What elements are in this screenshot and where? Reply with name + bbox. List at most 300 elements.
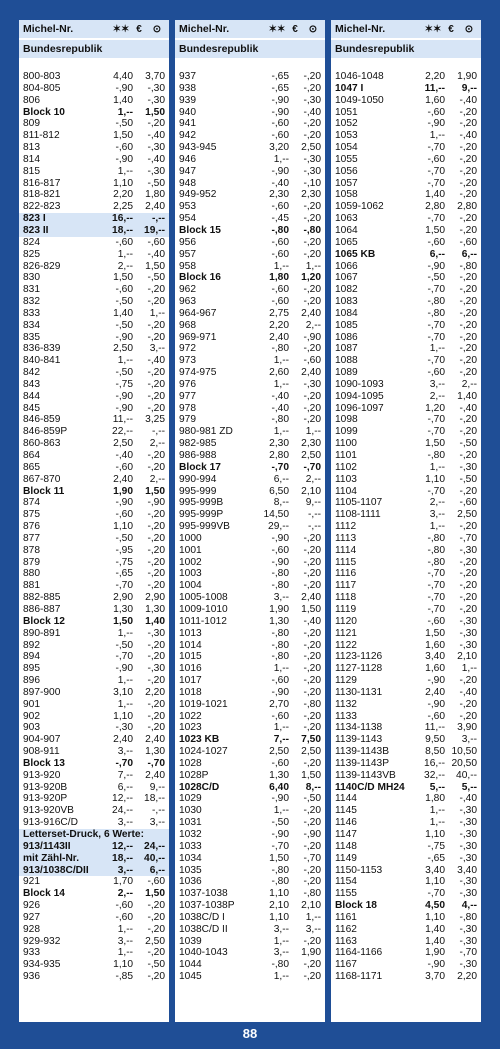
mint-price: 2,20 bbox=[269, 319, 289, 331]
michel-number: 913/1038C/DII bbox=[23, 864, 89, 876]
section-heading: Bundesrepublik bbox=[175, 40, 325, 58]
mint-price: 2,50 bbox=[113, 343, 133, 355]
used-price: 1,50 bbox=[145, 260, 165, 272]
used-stamp-icon: ⊙ bbox=[152, 23, 162, 35]
mint-price: 8,-- bbox=[273, 497, 289, 509]
mint-price: -,50 bbox=[115, 319, 133, 331]
table-row bbox=[175, 959, 325, 971]
used-price: 1,-- bbox=[305, 911, 321, 923]
used-price: 3,-- bbox=[461, 734, 477, 746]
used-price: 1,50 bbox=[301, 603, 321, 615]
used-price: -,20 bbox=[303, 580, 321, 592]
used-price: 2,20 bbox=[457, 971, 477, 983]
michel-number: 958 bbox=[179, 260, 196, 272]
euro-icon: € bbox=[136, 23, 142, 35]
table-row bbox=[331, 841, 481, 853]
table-row bbox=[19, 166, 169, 178]
used-price: -,30 bbox=[147, 165, 165, 177]
used-price: -,50 bbox=[147, 177, 165, 189]
used-price: 3,70 bbox=[145, 71, 165, 82]
michel-number: 815 bbox=[23, 165, 40, 177]
table-row bbox=[19, 533, 169, 545]
table-row bbox=[175, 379, 325, 391]
michel-number: 840-841 bbox=[23, 355, 61, 367]
table-row bbox=[19, 616, 169, 628]
michel-number: 1139-1143P bbox=[335, 757, 389, 769]
mint-price: 1,-- bbox=[117, 248, 133, 260]
michel-number: 825 bbox=[23, 248, 40, 260]
used-price: -,20 bbox=[459, 355, 477, 367]
mint-price: 3,40 bbox=[425, 651, 445, 663]
mint-price: -,70 bbox=[115, 651, 133, 663]
mint-price: 18,-- bbox=[112, 224, 133, 236]
mint-price: -,80 bbox=[271, 414, 289, 426]
used-price: -,20 bbox=[459, 343, 477, 355]
mint-price: 2,70 bbox=[269, 698, 289, 710]
michel-number: 1028P bbox=[179, 769, 209, 781]
michel-number: 1064 bbox=[335, 224, 358, 236]
used-price: 9,-- bbox=[461, 82, 477, 94]
michel-number: 1120 bbox=[335, 615, 357, 627]
table-row bbox=[175, 154, 325, 166]
page-number: 88 bbox=[242, 1026, 258, 1041]
used-price: -,20 bbox=[147, 532, 165, 544]
column-header bbox=[175, 20, 325, 39]
used-price: -,20 bbox=[459, 603, 477, 615]
michel-number: 936 bbox=[23, 971, 40, 983]
used-price: -,30 bbox=[303, 378, 321, 390]
table-row bbox=[331, 592, 481, 604]
used-price: -,30 bbox=[459, 817, 477, 829]
table-row bbox=[175, 805, 325, 817]
mint-price: 1,90 bbox=[269, 603, 289, 615]
michel-number: 954 bbox=[179, 213, 196, 225]
mint-price: -,90 bbox=[115, 153, 133, 165]
mint-price: -,60 bbox=[427, 236, 445, 248]
used-price: 2,30 bbox=[301, 438, 321, 450]
table-row bbox=[331, 900, 481, 912]
michel-number: 1098 bbox=[335, 414, 358, 426]
michel-number: 943-945 bbox=[179, 142, 217, 154]
table-row bbox=[331, 533, 481, 545]
table-row bbox=[331, 888, 481, 900]
table-row bbox=[331, 580, 481, 592]
michel-number: 890-891 bbox=[23, 627, 61, 639]
table-row bbox=[19, 628, 169, 640]
table-row bbox=[331, 71, 481, 83]
table-row bbox=[331, 971, 481, 983]
michel-number: Block 14 bbox=[23, 888, 65, 900]
table-row bbox=[331, 959, 481, 971]
michel-number: 824 bbox=[23, 236, 40, 248]
mint-price: 1,-- bbox=[273, 426, 289, 438]
used-price: 2,50 bbox=[301, 450, 321, 461]
mint-price: -,60 bbox=[115, 461, 133, 473]
mint-price: 2,80 bbox=[269, 450, 289, 461]
michel-number: 836-839 bbox=[23, 343, 61, 355]
table-row bbox=[331, 711, 481, 723]
mint-price: -,60 bbox=[271, 118, 289, 130]
used-price: 6,-- bbox=[461, 248, 477, 260]
used-price: -,60 bbox=[459, 236, 477, 248]
mint-price: -,70 bbox=[427, 580, 445, 592]
michel-number: 979 bbox=[179, 414, 196, 426]
michel-number: 1087 bbox=[335, 343, 358, 355]
michel-number: 823 II bbox=[23, 224, 49, 236]
mint-price: 1,10 bbox=[113, 959, 133, 971]
michel-number: 908-911 bbox=[23, 746, 60, 758]
michel-number: 878 bbox=[23, 544, 40, 556]
used-price: 1,50 bbox=[145, 485, 165, 497]
table-row bbox=[175, 474, 325, 486]
table-row bbox=[175, 497, 325, 509]
column-header-label: Michel-Nr. bbox=[335, 23, 386, 35]
used-price: 2,-- bbox=[149, 438, 165, 450]
michel-number: 927 bbox=[23, 911, 40, 923]
mint-price: 3,70 bbox=[425, 971, 445, 983]
table-row bbox=[19, 71, 169, 83]
used-price: 2,50 bbox=[301, 142, 321, 154]
mint-price: 4,40 bbox=[113, 71, 133, 82]
michel-number: 976 bbox=[179, 378, 196, 390]
table-row bbox=[331, 876, 481, 888]
table-row bbox=[331, 912, 481, 924]
used-price: -,20 bbox=[459, 224, 477, 236]
michel-number: 1056 bbox=[335, 165, 358, 177]
used-price: -,20 bbox=[147, 900, 165, 912]
mint-price: -,60 bbox=[271, 710, 289, 722]
used-price: -,30 bbox=[303, 94, 321, 106]
used-price: 1,30 bbox=[145, 746, 165, 758]
used-price: 1,90 bbox=[457, 71, 477, 82]
used-price: -,70 bbox=[303, 461, 321, 473]
michel-number: 1104 bbox=[335, 485, 357, 497]
mint-price: 3,-- bbox=[117, 746, 133, 758]
table-row bbox=[175, 722, 325, 734]
table-row bbox=[175, 450, 325, 462]
mint-price: -,60 bbox=[115, 142, 133, 154]
table-row bbox=[175, 166, 325, 178]
table-row bbox=[331, 355, 481, 367]
table-row bbox=[331, 568, 481, 580]
mint-price: -,95 bbox=[115, 544, 133, 556]
michel-number: 929-932 bbox=[23, 935, 61, 947]
table-row bbox=[175, 178, 325, 190]
used-price: -,20 bbox=[459, 106, 477, 118]
table-row bbox=[19, 355, 169, 367]
mint-price: 1,60 bbox=[425, 639, 445, 651]
table-row bbox=[175, 71, 325, 83]
mint-price: 1,10 bbox=[425, 911, 445, 923]
table-row bbox=[19, 675, 169, 687]
table-row bbox=[331, 201, 481, 213]
table-row bbox=[331, 722, 481, 734]
table-row bbox=[175, 888, 325, 900]
table-row bbox=[175, 900, 325, 912]
mint-price: -,60 bbox=[271, 757, 289, 769]
mint-price: 3,-- bbox=[273, 947, 289, 959]
michel-number: 1009-1010 bbox=[179, 603, 228, 615]
used-price: 3,-- bbox=[149, 817, 165, 829]
michel-number: 1088 bbox=[335, 355, 358, 367]
table-row bbox=[19, 687, 169, 699]
used-price: 3,40 bbox=[457, 864, 477, 876]
used-price: 9,-- bbox=[305, 497, 321, 509]
used-price: -,30 bbox=[459, 544, 477, 556]
table-row bbox=[175, 711, 325, 723]
used-price: 1,50 bbox=[145, 106, 165, 118]
mint-price: -,65 bbox=[271, 82, 289, 94]
mint-price: 29,-- bbox=[268, 521, 289, 533]
table-row bbox=[175, 213, 325, 225]
mint-price: 1,50 bbox=[425, 224, 445, 236]
mint-price: -,75 bbox=[115, 556, 133, 568]
table-row bbox=[19, 912, 169, 924]
michel-number: 1113 bbox=[335, 532, 357, 544]
michel-number: 1163 bbox=[335, 935, 357, 947]
mint-price: -,60 bbox=[271, 675, 289, 687]
mint-price: 1,-- bbox=[429, 805, 445, 817]
mint-price: 3,-- bbox=[429, 378, 445, 390]
michel-number: 1028 bbox=[179, 757, 202, 769]
used-price: -,20 bbox=[459, 118, 477, 130]
table-row bbox=[175, 403, 325, 415]
used-stamp-icon: ⊙ bbox=[308, 23, 318, 35]
mint-price: 1,-- bbox=[273, 663, 289, 675]
table-row bbox=[175, 533, 325, 545]
table-row bbox=[19, 817, 169, 829]
table-row bbox=[331, 237, 481, 249]
michel-number: 1067 bbox=[335, 272, 358, 284]
mint-price: -,80 bbox=[271, 627, 289, 639]
mint-price: -,70 bbox=[427, 213, 445, 225]
mint-price: 1,-- bbox=[117, 675, 133, 687]
table-row bbox=[19, 118, 169, 130]
used-price: -,20 bbox=[303, 817, 321, 829]
mint-price: 6,-- bbox=[117, 781, 133, 793]
used-price: -,50 bbox=[459, 473, 477, 485]
mint-price: -,60 bbox=[115, 509, 133, 521]
michel-number: 835 bbox=[23, 331, 40, 343]
mint-price: -,80 bbox=[271, 876, 289, 888]
used-price: -,20 bbox=[147, 118, 165, 130]
michel-number: 913-920VB bbox=[23, 805, 74, 817]
table-row bbox=[19, 497, 169, 509]
michel-number: 1101 bbox=[335, 450, 357, 461]
mint-price: -,70 bbox=[427, 888, 445, 900]
mint-price: -,60 bbox=[115, 900, 133, 912]
mint-price: -,65 bbox=[427, 852, 445, 864]
michel-number: 894 bbox=[23, 651, 40, 663]
table-row bbox=[175, 734, 325, 746]
used-price: -,20 bbox=[459, 367, 477, 379]
mint-price: -,75 bbox=[115, 378, 133, 390]
table-row bbox=[331, 225, 481, 237]
michel-number: 1057 bbox=[335, 177, 358, 189]
mint-price: 3,-- bbox=[117, 864, 133, 876]
mint-price: -,90 bbox=[115, 390, 133, 402]
used-price: 5,-- bbox=[461, 781, 477, 793]
mint-price: -,60 bbox=[427, 153, 445, 165]
michel-number: 1059-1062 bbox=[335, 201, 384, 213]
table-row bbox=[175, 592, 325, 604]
table-row bbox=[19, 462, 169, 474]
table-row bbox=[331, 178, 481, 190]
michel-number: Block 18 bbox=[335, 900, 377, 912]
michel-number: 963 bbox=[179, 296, 196, 308]
michel-number: 995-999 bbox=[179, 485, 217, 497]
used-price: 2,30 bbox=[301, 189, 321, 201]
michel-number: 1016 bbox=[179, 663, 202, 675]
michel-number: 1112 bbox=[335, 521, 357, 533]
used-price: -,30 bbox=[303, 153, 321, 165]
table-row bbox=[331, 426, 481, 438]
table-row bbox=[19, 711, 169, 723]
michel-number: 1034 bbox=[179, 852, 202, 864]
price-rows bbox=[175, 71, 325, 983]
mint-price: 6,50 bbox=[269, 485, 289, 497]
table-row bbox=[175, 237, 325, 249]
table-row bbox=[19, 782, 169, 794]
table-row bbox=[175, 343, 325, 355]
table-row bbox=[175, 651, 325, 663]
table-row bbox=[331, 651, 481, 663]
michel-number: 1139-1143 bbox=[335, 734, 383, 746]
table-row bbox=[19, 557, 169, 569]
used-price: -,20 bbox=[459, 213, 477, 225]
mint-price: 1,-- bbox=[273, 260, 289, 272]
michel-number: 1116 bbox=[335, 568, 357, 580]
used-price: 1,-- bbox=[305, 260, 321, 272]
used-price: -,20 bbox=[303, 864, 321, 876]
price-columns bbox=[19, 20, 481, 1022]
table-row bbox=[19, 521, 169, 533]
mint-price: -,80 bbox=[427, 532, 445, 544]
michel-number: 913-920P bbox=[23, 793, 68, 805]
mint-price: -,90 bbox=[271, 532, 289, 544]
michel-number: 1044 bbox=[179, 959, 202, 971]
used-price: -,60 bbox=[303, 355, 321, 367]
mint-price: 6,-- bbox=[273, 473, 289, 485]
used-price: -,50 bbox=[303, 793, 321, 805]
mint-price: 1,-- bbox=[117, 355, 133, 367]
mint-price: -,90 bbox=[427, 118, 445, 130]
used-price: -,-- bbox=[307, 509, 321, 521]
used-price: -,20 bbox=[147, 639, 165, 651]
used-price: -,20 bbox=[303, 532, 321, 544]
table-row bbox=[19, 474, 169, 486]
table-row bbox=[331, 332, 481, 344]
used-price: -,20 bbox=[459, 592, 477, 604]
michel-number: 1038C/D II bbox=[179, 923, 228, 935]
table-row bbox=[331, 770, 481, 782]
used-price: -,20 bbox=[303, 971, 321, 983]
used-price: 1,50 bbox=[301, 769, 321, 781]
mint-stars-icon: ✶✶ bbox=[268, 23, 286, 35]
used-price: -,20 bbox=[303, 710, 321, 722]
column-header bbox=[19, 20, 169, 39]
mint-price: -,50 bbox=[115, 639, 133, 651]
table-row bbox=[175, 201, 325, 213]
michel-number: 1017 bbox=[179, 675, 202, 687]
table-row bbox=[331, 83, 481, 95]
used-price: -,20 bbox=[459, 568, 477, 580]
table-row bbox=[331, 509, 481, 521]
table-row bbox=[19, 971, 169, 983]
michel-number: 913-916C/D bbox=[23, 817, 78, 829]
michel-number: 886-887 bbox=[23, 603, 61, 615]
michel-number: 1000 bbox=[179, 532, 202, 544]
table-row bbox=[19, 663, 169, 675]
used-price: -,20 bbox=[147, 521, 165, 533]
used-price: -,20 bbox=[147, 923, 165, 935]
michel-number: 867-870 bbox=[23, 473, 61, 485]
used-price: 1,30 bbox=[145, 603, 165, 615]
table-row bbox=[175, 355, 325, 367]
michel-number: 921 bbox=[23, 876, 40, 888]
table-row bbox=[19, 414, 169, 426]
michel-number: 1132 bbox=[335, 698, 357, 710]
used-price: 4,-- bbox=[461, 900, 477, 912]
used-price: -,70 bbox=[459, 532, 477, 544]
table-row bbox=[331, 367, 481, 379]
mint-price: -,80 bbox=[271, 959, 289, 971]
table-row bbox=[19, 189, 169, 201]
used-price: 2,40 bbox=[145, 734, 165, 746]
used-price: -,-- bbox=[151, 213, 165, 225]
mint-price: 2,10 bbox=[269, 900, 289, 912]
used-price: -,20 bbox=[147, 544, 165, 556]
used-price: -,20 bbox=[459, 426, 477, 438]
table-row bbox=[331, 474, 481, 486]
used-price: 2,40 bbox=[145, 769, 165, 781]
michel-number: 877 bbox=[23, 532, 40, 544]
used-price: -,20 bbox=[303, 627, 321, 639]
euro-icon: € bbox=[448, 23, 454, 35]
mint-price: 1,90 bbox=[113, 485, 133, 497]
michel-number: 831 bbox=[23, 284, 40, 296]
used-price: -,50 bbox=[147, 959, 165, 971]
table-row bbox=[19, 154, 169, 166]
mint-price: 1,-- bbox=[117, 923, 133, 935]
table-row bbox=[331, 166, 481, 178]
mint-price: -,90 bbox=[271, 829, 289, 840]
mint-price: 1,40 bbox=[113, 307, 133, 319]
michel-number: 1105-1107 bbox=[335, 497, 383, 509]
table-row bbox=[19, 604, 169, 616]
michel-number: 990-994 bbox=[179, 473, 217, 485]
mint-price: 3,-- bbox=[429, 509, 445, 521]
table-row bbox=[331, 545, 481, 557]
used-price: -,20 bbox=[459, 153, 477, 165]
mint-price: 1,-- bbox=[117, 165, 133, 177]
table-row bbox=[175, 841, 325, 853]
michel-number: 895 bbox=[23, 663, 40, 675]
table-row bbox=[175, 225, 325, 237]
table-row bbox=[19, 722, 169, 734]
table-row bbox=[331, 118, 481, 130]
used-price: -,50 bbox=[147, 272, 165, 284]
mint-price: -,70 bbox=[427, 592, 445, 604]
michel-number: 1119 bbox=[335, 603, 357, 615]
mint-price: 2,50 bbox=[269, 746, 289, 758]
mint-price: 1,10 bbox=[269, 888, 289, 900]
used-price: -,20 bbox=[303, 414, 321, 426]
michel-number: 813 bbox=[23, 142, 40, 154]
mint-price: -,90 bbox=[427, 260, 445, 272]
used-price: -,20 bbox=[459, 485, 477, 497]
table-row bbox=[19, 959, 169, 971]
